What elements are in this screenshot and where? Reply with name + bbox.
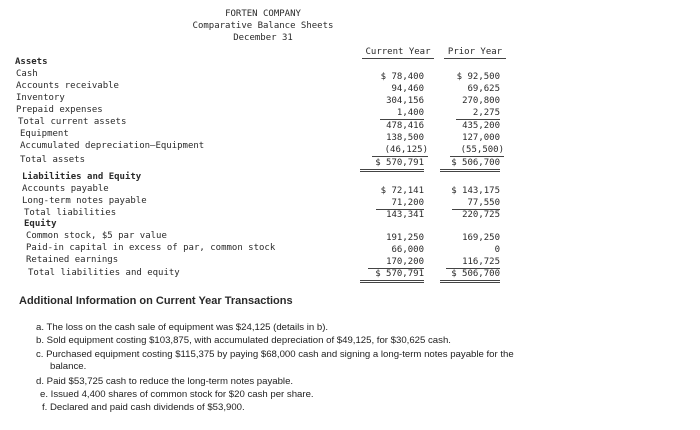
- row-label: Retained earnings: [26, 255, 119, 265]
- transaction-item: f. Declared and paid cash dividends of $53,900.: [42, 402, 245, 413]
- transaction-item: a. The loss on the cash sale of equipment was $24,125 (details in b).: [36, 322, 329, 333]
- row-label: Common stock, $5 par value: [26, 231, 167, 241]
- value-prior: $ 92,500: [456, 72, 500, 82]
- company-name: FORTEN COMPANY: [225, 9, 301, 19]
- value-current: 191,250: [386, 233, 424, 243]
- row-label: Total liabilities and equity: [28, 268, 180, 278]
- row-label: Accounts receivable: [16, 81, 119, 91]
- value-prior: 220,725: [462, 210, 500, 220]
- assets-heading: Assets: [15, 57, 48, 67]
- equity-heading: Equity: [24, 219, 57, 229]
- value-prior: 2,275: [456, 108, 500, 120]
- value-prior: 0: [494, 245, 500, 255]
- column-header-current: Current Year: [362, 47, 434, 59]
- value-current: $ 72,141: [380, 186, 424, 196]
- statement-date: December 31: [233, 33, 293, 43]
- row-label: Prepaid expenses: [16, 105, 103, 115]
- value-current: 1,400: [380, 108, 424, 120]
- row-label: Paid-in capital in excess of par, common stock: [26, 243, 276, 253]
- transaction-item-continued: balance.: [50, 361, 87, 372]
- row-label: Accumulated depreciation—Equipment: [20, 141, 205, 151]
- value-prior: 77,550: [452, 198, 500, 210]
- row-label: Cash: [16, 69, 38, 79]
- row-label: Equipment: [20, 129, 69, 139]
- value-prior: 116,725: [446, 257, 500, 269]
- value-prior: (55,500): [450, 145, 504, 157]
- value-current: $ 570,791: [360, 269, 424, 283]
- value-current: 143,341: [386, 210, 424, 220]
- column-header-prior: Prior Year: [444, 47, 506, 59]
- value-current: 304,156: [386, 96, 424, 106]
- transaction-item: b. Sold equipment costing $103,875, with accumulated depreciation of $49,125, for $30,625 cash.: [36, 335, 451, 346]
- value-current: 478,416: [386, 121, 424, 131]
- value-current: $ 570,791: [360, 158, 424, 172]
- value-prior: $ 143,175: [451, 186, 500, 196]
- transaction-item: e. Issued 4,400 shares of common stock for $20 cash per share.: [40, 389, 314, 400]
- row-label: Inventory: [16, 93, 65, 103]
- row-label: Accounts payable: [22, 184, 109, 194]
- value-current: 170,200: [368, 257, 424, 269]
- value-prior: $ 506,700: [440, 269, 500, 283]
- value-current: $ 78,400: [380, 72, 424, 82]
- value-prior: $ 506,700: [440, 158, 500, 172]
- additional-info-heading: Additional Information on Current Year Transactions: [19, 295, 293, 307]
- row-label: Total current assets: [18, 117, 127, 127]
- transaction-item: c. Purchased equipment costing $115,375 by paying $68,000 cash and signing a long-term notes payable for the: [36, 349, 514, 360]
- value-prior: 69,625: [467, 84, 500, 94]
- row-label: Long-term notes payable: [22, 196, 147, 206]
- value-current: 94,460: [391, 84, 424, 94]
- value-prior: 169,250: [462, 233, 500, 243]
- row-label: Total liabilities: [24, 208, 117, 218]
- value-prior: 127,000: [462, 133, 500, 143]
- value-current: 71,200: [376, 198, 424, 210]
- value-prior: 435,200: [462, 121, 500, 131]
- liabilities-heading: Liabilities and Equity: [22, 172, 142, 182]
- value-prior: 270,800: [462, 96, 500, 106]
- statement-title: Comparative Balance Sheets: [192, 21, 334, 31]
- row-label: Total assets: [20, 155, 86, 165]
- value-current: 66,000: [391, 245, 424, 255]
- transaction-item: d. Paid $53,725 cash to reduce the long-term notes payable.: [36, 376, 294, 387]
- value-current: 138,500: [386, 133, 424, 143]
- value-current: (46,125): [372, 145, 428, 157]
